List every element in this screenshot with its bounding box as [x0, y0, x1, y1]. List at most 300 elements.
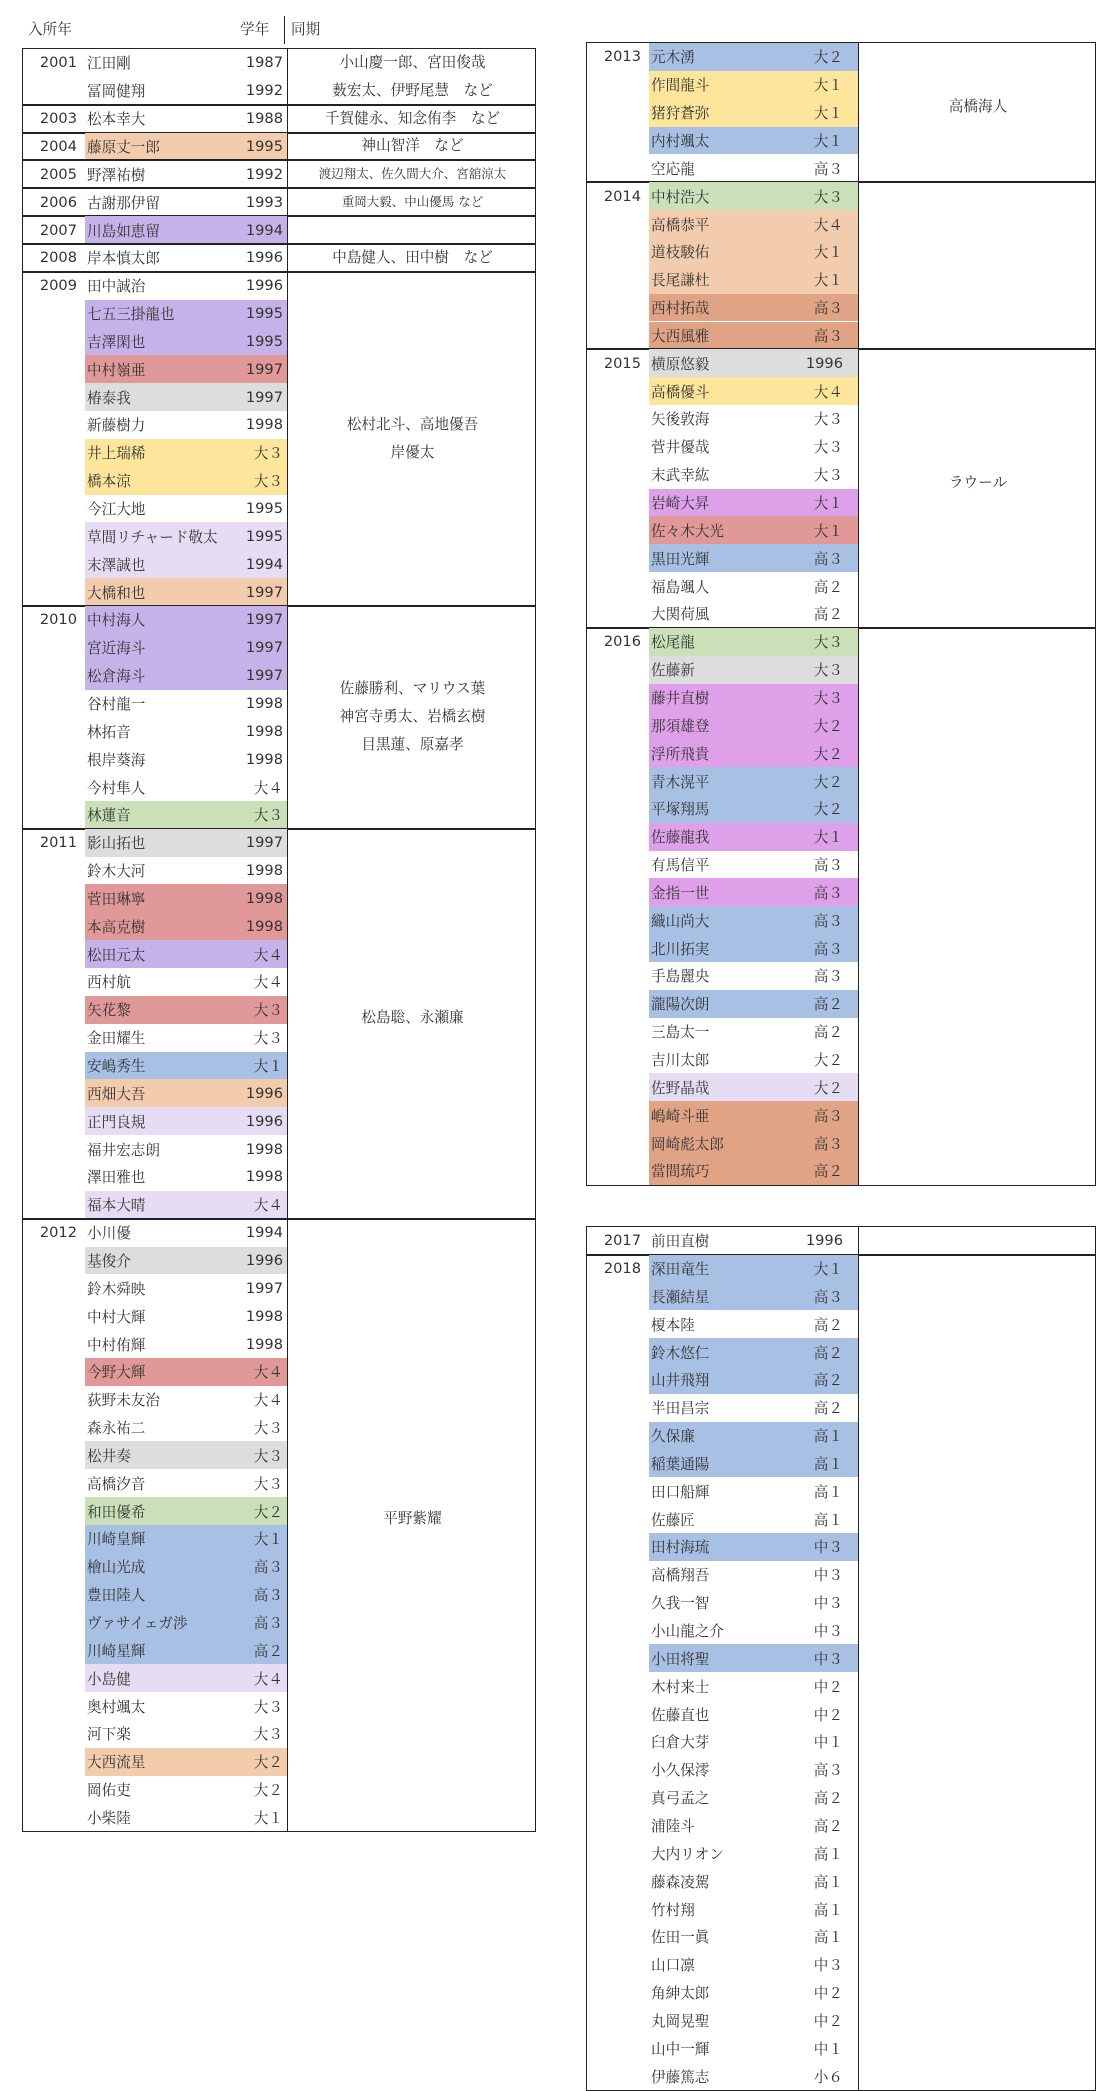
table-row [587, 182, 858, 210]
member-name: 中村浩大 [651, 188, 710, 206]
table-row [23, 188, 287, 216]
member-name: 中村侑輝 [87, 1336, 146, 1354]
member-name: 岡佑吏 [87, 1782, 131, 1800]
table-row [587, 405, 858, 433]
table-row [587, 1728, 858, 1756]
table-row [587, 906, 858, 934]
member-grade: 1988 [245, 110, 283, 128]
mates-line: 目黒蓮、原嘉孝 [361, 736, 464, 754]
member-name: 小柴陸 [87, 1809, 131, 1827]
table-row [587, 1422, 858, 1450]
member-name: 豊田陸人 [87, 1587, 146, 1605]
table-row [23, 1636, 287, 1664]
entry-year: 2006 [39, 193, 77, 211]
year-group-2006 [22, 187, 536, 217]
table-row [587, 1073, 858, 1101]
table-row [23, 77, 287, 105]
member-name: 金指一世 [651, 884, 710, 902]
member-grade: 高３ [813, 884, 843, 902]
cohort-mates [288, 823, 537, 1213]
table-row [23, 884, 287, 912]
cohort-mates [288, 188, 537, 216]
cohort-mates [859, 37, 1097, 176]
year-group-2016 [586, 627, 1096, 1186]
mates-divider [858, 1227, 859, 1255]
table-row [587, 1672, 858, 1700]
member-grade: 高３ [813, 1288, 843, 1306]
member-name: 青木滉平 [651, 773, 710, 791]
member-grade: 大１ [813, 105, 843, 123]
member-name: 影山拓也 [87, 835, 146, 853]
table-row [23, 1079, 287, 1107]
member-name: 丸岡晃聖 [651, 2012, 710, 2030]
member-grade: 大３ [813, 467, 843, 485]
member-grade: 大１ [813, 829, 843, 847]
mates-line: 神宮寺勇太、岩橋玄樹 [339, 708, 486, 726]
member-name: 菅井優哉 [651, 439, 710, 457]
header-year: 入所年 [28, 21, 72, 38]
member-grade: 大３ [253, 1447, 283, 1465]
member-grade: 1992 [245, 82, 283, 100]
member-grade: 高３ [253, 1587, 283, 1605]
table-row [23, 300, 287, 328]
member-grade: 1998 [245, 722, 283, 740]
table-row [587, 1617, 858, 1645]
table-row [23, 1748, 287, 1776]
mates-line: 佐藤勝利、マリウス葉 [339, 680, 486, 698]
table-row [23, 1553, 287, 1581]
member-name: 今村隼人 [87, 779, 146, 797]
member-grade: 高１ [813, 1511, 843, 1529]
cohort-mates [859, 343, 1097, 622]
member-grade: 大３ [253, 1475, 283, 1493]
table-row [587, 684, 858, 712]
table-row [23, 1804, 287, 1832]
table-row [587, 795, 858, 823]
member-grade: 1998 [245, 1307, 283, 1325]
member-grade: 1996 [245, 249, 283, 267]
member-name: 松尾龍 [651, 634, 695, 652]
member-name: 谷村龍一 [87, 695, 146, 713]
table-row [587, 823, 858, 851]
member-name: 末澤誠也 [87, 556, 146, 574]
year-group-2009 [22, 271, 536, 607]
member-name: 福本大晴 [87, 1197, 146, 1215]
member-name: 藤原丈一郎 [87, 138, 160, 156]
member-name: 七五三掛龍也 [87, 306, 175, 324]
member-name: 横原悠毅 [651, 355, 710, 373]
member-grade: 大２ [813, 801, 843, 819]
table-row [23, 1525, 287, 1553]
member-grade: 大１ [253, 1531, 283, 1549]
member-name: 佐藤匠 [651, 1511, 695, 1529]
member-grade: 中２ [813, 1678, 843, 1696]
table-row [587, 1338, 858, 1366]
member-name: 奥村颯太 [87, 1698, 146, 1716]
mates-line: 神山智洋 など [361, 137, 464, 155]
table-row [587, 1700, 858, 1728]
member-name: 林拓音 [87, 723, 131, 741]
member-grade: 1997 [245, 639, 283, 657]
member-grade: 1997 [245, 388, 283, 406]
member-name: 松田元太 [87, 946, 146, 964]
member-name: 佐藤直也 [651, 1706, 710, 1724]
member-grade: 大４ [253, 946, 283, 964]
table-row [23, 1386, 287, 1414]
table-row [587, 1101, 858, 1129]
table-row [587, 43, 858, 71]
member-grade: 高３ [813, 550, 843, 568]
member-grade: 中３ [813, 1623, 843, 1641]
cohort-mates [288, 272, 537, 606]
member-grade: 大３ [813, 689, 843, 707]
member-name: 中村嶺亜 [87, 361, 146, 379]
mates-line: 小山慶一郎、宮田俊哉 [339, 53, 486, 71]
member-grade: 1993 [245, 193, 283, 211]
member-grade: 1998 [245, 694, 283, 712]
mates-line: 中島健人、田中樹 など [332, 248, 493, 266]
table-row [587, 2062, 858, 2090]
table-row [23, 1163, 287, 1191]
table-row [587, 1784, 858, 1812]
table-row [23, 1219, 287, 1247]
member-name: 末武幸紘 [651, 467, 710, 485]
table-row [587, 767, 858, 795]
member-grade: 高３ [813, 857, 843, 875]
table-row [587, 71, 858, 99]
member-name: 佐田一眞 [651, 1929, 710, 1947]
table-row [587, 878, 858, 906]
year-group-2010 [22, 605, 536, 830]
member-name: 久我一智 [651, 1595, 710, 1613]
table-row [23, 133, 287, 161]
member-grade: 中３ [813, 1595, 843, 1613]
year-group-2013 [586, 42, 1096, 183]
member-name: 前田直樹 [651, 1233, 710, 1251]
table-row [587, 934, 858, 962]
member-grade: 1996 [805, 1232, 843, 1250]
member-grade: 大３ [253, 1420, 283, 1438]
member-grade: 1997 [245, 611, 283, 629]
member-name: 矢後敦海 [651, 411, 710, 429]
member-grade: 大２ [813, 745, 843, 763]
member-grade: 高１ [813, 1845, 843, 1863]
member-name: 宮近海斗 [87, 640, 146, 658]
member-grade: 1996 [245, 277, 283, 295]
member-grade: 1996 [245, 1112, 283, 1130]
member-grade: 高３ [813, 327, 843, 345]
member-grade: 大１ [813, 495, 843, 513]
member-grade: 1996 [245, 1251, 283, 1269]
member-name: 菅田琳寧 [87, 890, 146, 908]
member-name: 草間リチャード敬太 [87, 528, 218, 546]
member-grade: 1994 [245, 221, 283, 239]
member-name: 佐々木大光 [651, 522, 724, 540]
table-row [587, 266, 858, 294]
table-row [587, 461, 858, 489]
member-name: 榎本陸 [651, 1316, 695, 1334]
member-name: 中村大輝 [87, 1308, 146, 1326]
member-name: 古謝那伊留 [87, 194, 160, 212]
member-grade: 1997 [245, 360, 283, 378]
member-name: 和田優希 [87, 1503, 146, 1521]
table-row [23, 327, 287, 355]
member-grade: 大３ [253, 1002, 283, 1020]
member-grade: 大２ [813, 773, 843, 791]
member-grade: 大４ [253, 1392, 283, 1410]
member-grade: 大１ [813, 244, 843, 262]
member-grade: 1995 [245, 332, 283, 350]
member-name: 松倉海斗 [87, 668, 146, 686]
member-grade: 大３ [813, 662, 843, 680]
table-row [587, 1756, 858, 1784]
member-name: 椿泰我 [87, 389, 131, 407]
member-grade: 高３ [813, 300, 843, 318]
member-grade: 大３ [253, 1698, 283, 1716]
table-row [587, 1951, 858, 1979]
member-name: 荻野未友治 [87, 1392, 160, 1410]
member-name: 川崎星輝 [87, 1642, 146, 1660]
member-grade: 高２ [813, 1400, 843, 1418]
member-grade: 大４ [813, 383, 843, 401]
table-row [23, 355, 287, 383]
member-grade: 大４ [253, 1670, 283, 1688]
entry-year: 2012 [39, 1224, 77, 1242]
member-grade: 高３ [253, 1559, 283, 1577]
year-group-2005 [22, 159, 536, 189]
member-grade: 高２ [813, 1316, 843, 1334]
member-grade: 大１ [253, 1809, 283, 1827]
member-name: 井上瑞稀 [87, 445, 146, 463]
mates-line: 松島聡、永瀬廉 [361, 1008, 464, 1026]
member-name: 正門良規 [87, 1113, 146, 1131]
table-row [23, 1358, 287, 1386]
member-name: 佐藤新 [651, 662, 695, 680]
table-row [587, 851, 858, 879]
table-row [23, 940, 287, 968]
member-name: 高橋汐音 [87, 1475, 146, 1493]
member-name: 當間琉巧 [651, 1163, 710, 1181]
member-grade: 高２ [813, 1372, 843, 1390]
entry-year: 2017 [603, 1232, 641, 1250]
member-grade: 大３ [813, 411, 843, 429]
table-row [23, 411, 287, 439]
member-grade: 高１ [813, 1901, 843, 1919]
table-row [23, 745, 287, 773]
entry-year: 2010 [39, 611, 77, 629]
table-row [587, 1561, 858, 1589]
member-name: 林蓮音 [87, 807, 131, 825]
table-row [23, 717, 287, 745]
member-grade: 大１ [813, 1260, 843, 1278]
member-grade: 1998 [245, 1140, 283, 1158]
table-row [587, 489, 858, 517]
member-name: 小田将聖 [651, 1650, 710, 1668]
member-name: 稲葉通陽 [651, 1455, 710, 1473]
member-grade: 大３ [253, 445, 283, 463]
member-name: 織山尚大 [651, 912, 710, 930]
member-name: 藤井直樹 [651, 689, 710, 707]
header-mates: 同期 [291, 21, 321, 38]
member-grade: 高２ [813, 996, 843, 1014]
year-group-2007 [22, 215, 536, 245]
member-grade: 高３ [813, 1762, 843, 1780]
table-row [23, 1581, 287, 1609]
member-grade: 大４ [253, 1364, 283, 1382]
member-name: 西畑大吾 [87, 1085, 146, 1103]
table-row [23, 105, 287, 133]
member-name: 深田竜生 [651, 1260, 710, 1278]
table-row [587, 1644, 858, 1672]
entry-year: 2014 [603, 187, 641, 205]
member-name: 高橋恭平 [651, 216, 710, 234]
table-row [23, 160, 287, 188]
member-grade: 1995 [245, 137, 283, 155]
member-grade: 1998 [245, 917, 283, 935]
member-grade: 1997 [245, 1279, 283, 1297]
member-name: 黒田光輝 [651, 550, 710, 568]
table-row [587, 322, 858, 350]
cohort-mates [288, 133, 537, 161]
mates-line: 平野紫耀 [383, 1510, 442, 1528]
entry-year: 2008 [39, 249, 77, 267]
mates-divider [287, 216, 288, 244]
table-row [587, 1394, 858, 1422]
member-grade: 高３ [813, 1107, 843, 1125]
table-row [23, 829, 287, 857]
member-name: 鈴木悠仁 [651, 1344, 710, 1362]
table-row [587, 1129, 858, 1157]
table-row [23, 216, 287, 244]
table-row [587, 238, 858, 266]
member-grade: 中３ [813, 1650, 843, 1668]
table-row [587, 628, 858, 656]
member-name: 西村拓哉 [651, 300, 710, 318]
entry-year: 2007 [39, 221, 77, 239]
cohort-mates [288, 105, 537, 133]
table-row [587, 572, 858, 600]
member-name: 北川拓実 [651, 940, 710, 958]
table-row [587, 544, 858, 572]
member-name: 今野大輝 [87, 1364, 146, 1382]
table-row [587, 1923, 858, 1951]
table-row [587, 377, 858, 405]
year-group-2003 [22, 104, 536, 134]
table-row [587, 600, 858, 628]
table-row [587, 1533, 858, 1561]
member-grade: 1996 [245, 1084, 283, 1102]
member-name: 川崎皇輝 [87, 1531, 146, 1549]
table-row [587, 2034, 858, 2062]
member-grade: 高１ [813, 1873, 843, 1891]
member-grade: 1997 [245, 834, 283, 852]
table-row [587, 1979, 858, 2007]
member-grade: 大１ [813, 132, 843, 150]
member-grade: 高３ [813, 912, 843, 930]
member-grade: 大２ [813, 1079, 843, 1097]
member-name: 小島健 [87, 1670, 131, 1688]
member-grade: 高２ [813, 1024, 843, 1042]
member-name: 吉澤閑也 [87, 333, 146, 351]
member-grade: 大３ [813, 188, 843, 206]
table-row [587, 1310, 858, 1338]
mates-line: 高橋海人 [948, 97, 1008, 115]
member-name: 角紳太郎 [651, 1985, 710, 2003]
entry-year: 2015 [603, 354, 641, 372]
table-row [587, 1812, 858, 1840]
table-row [23, 1302, 287, 1330]
table-row [587, 962, 858, 990]
member-grade: 1998 [245, 1168, 283, 1186]
table-row [587, 1589, 858, 1617]
table-row [23, 1330, 287, 1358]
member-grade: 中１ [813, 1734, 843, 1752]
table-row [23, 662, 287, 690]
member-name: 福井宏志朗 [87, 1141, 160, 1159]
member-grade: 1992 [245, 165, 283, 183]
member-name: 山中一輝 [651, 2040, 710, 2058]
table-row [23, 1191, 287, 1219]
table-row [587, 1046, 858, 1074]
member-grade: 1995 [245, 527, 283, 545]
member-grade: 大１ [813, 77, 843, 95]
cohort-mates [288, 1213, 537, 1826]
member-name: 伊藤篤志 [651, 2068, 710, 2086]
member-grade: 高２ [813, 1163, 843, 1181]
member-name: 有馬信平 [651, 857, 710, 875]
member-name: 佐藤龍我 [651, 829, 710, 847]
table-row [23, 968, 287, 996]
member-grade: 大１ [253, 1058, 283, 1076]
year-group-2008 [22, 243, 536, 273]
member-name: 元木湧 [651, 49, 695, 67]
cohort-mates [288, 606, 537, 829]
member-grade: 高２ [813, 1817, 843, 1835]
member-name: 松本幸大 [87, 111, 146, 129]
table-row [587, 990, 858, 1018]
member-name: 鈴木大河 [87, 863, 146, 881]
table-row [587, 2006, 858, 2034]
member-name: 鈴木舜映 [87, 1280, 146, 1298]
member-name: 山井飛翔 [651, 1372, 710, 1390]
member-name: 小川優 [87, 1225, 131, 1243]
member-name: 澤田雅也 [87, 1169, 146, 1187]
table-row [23, 1107, 287, 1135]
table-row [587, 1018, 858, 1046]
table-row [23, 578, 287, 606]
table-row [23, 383, 287, 411]
member-name: 大西流星 [87, 1754, 146, 1772]
member-grade: 大４ [253, 779, 283, 797]
table-row [23, 1052, 287, 1080]
member-name: 木村来士 [651, 1678, 710, 1696]
mates-divider [858, 628, 859, 1185]
table-row [587, 1867, 858, 1895]
member-grade: 高２ [813, 1344, 843, 1362]
member-grade: 1996 [805, 354, 843, 372]
table-row [23, 801, 287, 829]
member-name: 橋本涼 [87, 473, 131, 491]
table-row [23, 996, 287, 1024]
member-grade: 大２ [813, 49, 843, 67]
member-name: 矢花黎 [87, 1002, 131, 1020]
member-name: 作間龍斗 [651, 77, 710, 95]
member-name: 高橋優斗 [651, 383, 710, 401]
table-row [23, 439, 287, 467]
member-grade: 中２ [813, 1706, 843, 1724]
member-name: 半田昌宗 [651, 1400, 710, 1418]
member-grade: 1995 [245, 500, 283, 518]
